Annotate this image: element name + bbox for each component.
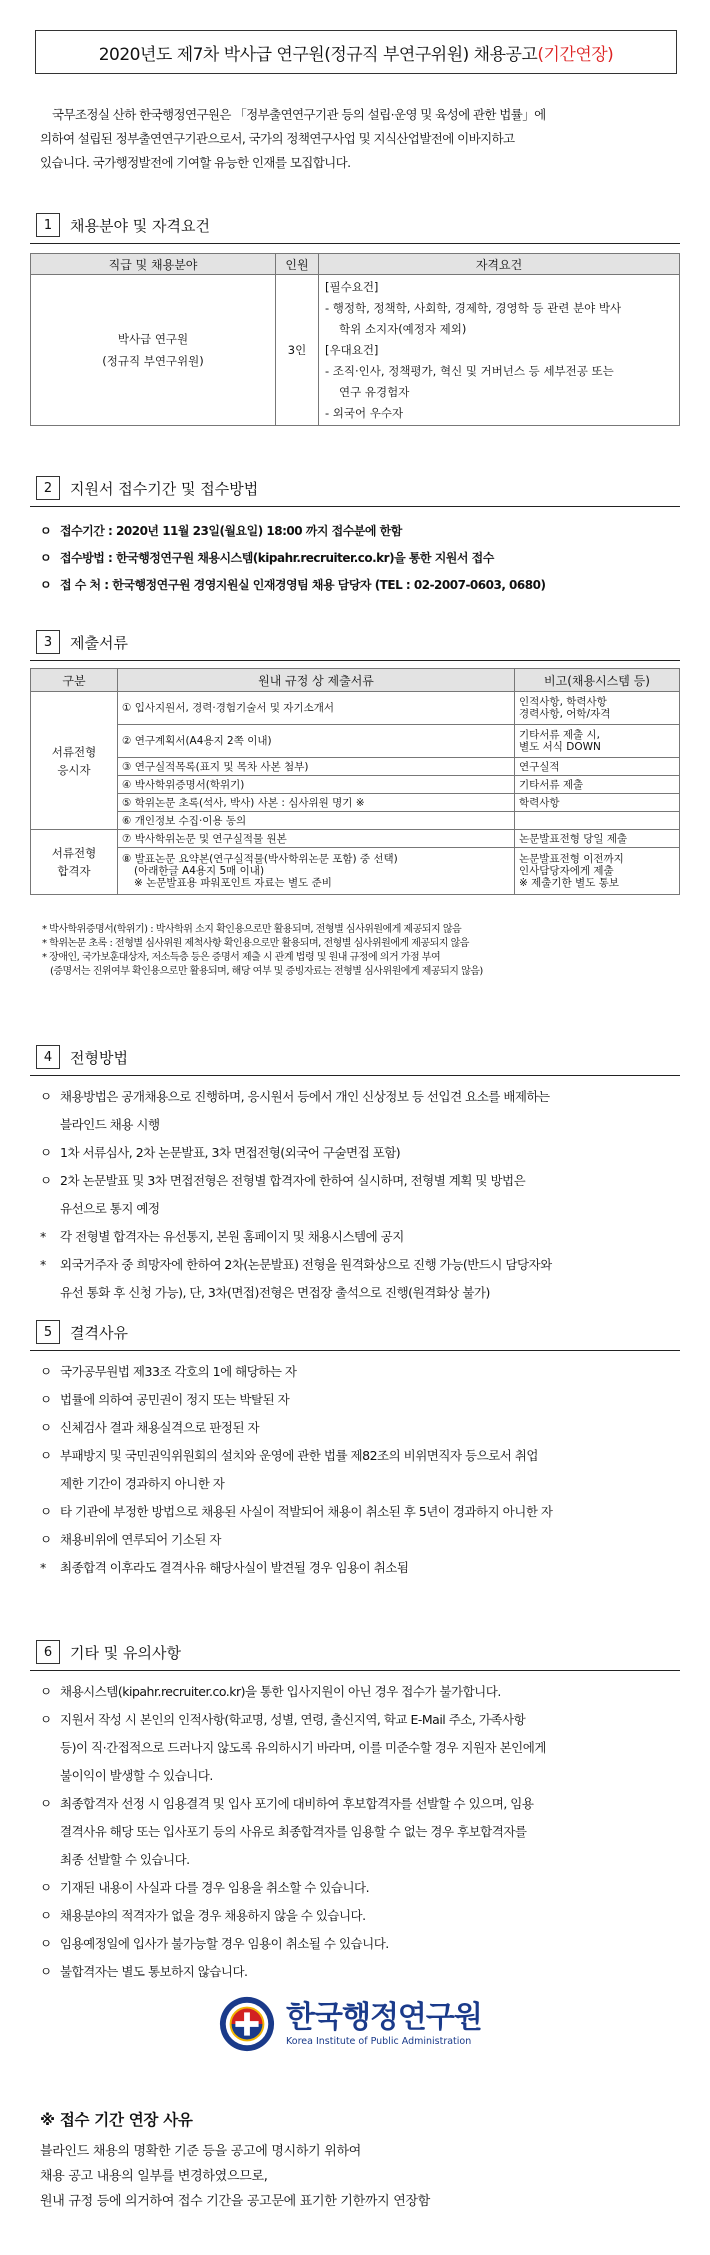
list-item-text: 불합격자는 별도 통보하지 않습니다. <box>60 1964 248 1979</box>
bullet-mark: * <box>40 1229 46 1244</box>
note-line: (증명서는 진위여부 확인용으로만 활용되며, 해당 여부 및 증빙자료는 전형별 심사위원에게 제공되지 않음) <box>50 966 483 977</box>
list-item-text: 제한 기간이 경과하지 아니한 자 <box>60 1476 225 1491</box>
list-item <box>40 1470 670 1498</box>
list-item <box>40 1846 670 1874</box>
section-title: 지원서 접수기간 및 접수방법 <box>70 479 259 498</box>
list-item <box>40 1083 670 1111</box>
section-1-heading <box>36 213 210 237</box>
note-line: ※ 제출기한 별도 통보 <box>519 877 619 889</box>
list-item <box>40 1526 670 1554</box>
bullet-mark: ㅇ <box>40 1089 52 1104</box>
list-item <box>40 1678 670 1706</box>
section-number: 3 <box>36 630 60 654</box>
doc-cell: ① 입사지원서, 경력·경험기술서 및 자기소개서 <box>118 692 515 725</box>
note-cell: 학력사항 <box>515 794 680 812</box>
list-item-text: 임용예정일에 입사가 불가능할 경우 임용이 취소될 수 있습니다. <box>60 1936 389 1951</box>
intro-line: 있습니다. 국가행정발전에 기여할 유능한 인재를 모집합니다. <box>40 155 351 170</box>
bullet-mark: ㅇ <box>40 1936 52 1951</box>
position-subtitle: (정규직 부연구위원) <box>102 354 204 368</box>
section-3-heading <box>36 630 128 654</box>
table-row <box>31 848 680 895</box>
list-item <box>40 1498 670 1526</box>
note-line: 인적사항, 학력사항 <box>519 696 607 708</box>
page-title <box>35 30 677 74</box>
list-item-text: 국가공무원법 제33조 각호의 1에 해당하는 자 <box>60 1364 297 1379</box>
list-item <box>40 1223 670 1251</box>
documents-table <box>30 668 680 895</box>
note-cell: 연구실적 <box>515 758 680 776</box>
section-title: 제출서류 <box>70 633 128 652</box>
list-item <box>40 1930 670 1958</box>
list-item <box>40 1706 670 1734</box>
bullet-mark <box>40 1762 60 1790</box>
note-line: 별도 서식 DOWN <box>519 741 601 753</box>
table-header: 인원 <box>276 254 319 275</box>
table-header: 자격요건 <box>319 254 680 275</box>
bullet-mark: ㅇ <box>40 1908 52 1923</box>
position-cell <box>31 275 276 426</box>
bullet-mark: * <box>40 1257 46 1272</box>
table-row <box>31 758 680 776</box>
list-item <box>40 1790 670 1818</box>
logo-english-text: Korea Institute of Public Administration <box>286 2035 472 2047</box>
section-2-heading <box>36 476 258 500</box>
extension-heading: ※ 접수 기간 연장 사유 <box>40 2111 193 2129</box>
list-item-text: 결격사유 해당 또는 입사포기 등의 사유로 최종합격자를 임용할 수 없는 경우 후보합격자를 <box>60 1824 527 1839</box>
list-item <box>40 1762 670 1790</box>
note-cell: 기타서류 제출 <box>515 776 680 794</box>
list-item <box>40 1195 670 1223</box>
doc-cell: ⑥ 개인정보 수집·이용 동의 <box>118 812 515 830</box>
extension-line: 채용 공고 내용의 일부를 변경하였으므로, <box>40 2169 268 2184</box>
disqualification-list <box>40 1358 670 1582</box>
list-item-text: 불이익이 발생할 수 있습니다. <box>60 1768 213 1783</box>
bullet-mark <box>40 1470 60 1498</box>
bullet-mark: ㅇ <box>40 1532 52 1547</box>
section-number: 4 <box>36 1045 60 1069</box>
table-row <box>31 812 680 830</box>
table-row <box>31 776 680 794</box>
position-title: 박사급 연구원 <box>117 332 189 346</box>
section-title: 기타 및 유의사항 <box>70 1643 181 1662</box>
headcount: 3인 <box>276 275 319 426</box>
list-item-text: 유선으로 통지 예정 <box>60 1201 160 1216</box>
institute-logo <box>218 1995 482 2053</box>
list-item <box>40 1902 670 1930</box>
table-row <box>31 794 680 812</box>
bullet-mark: ㅇ <box>40 1796 52 1811</box>
note-cell <box>515 848 680 895</box>
req-line: 학위 소지자(예정자 제외) <box>339 321 467 336</box>
doc-line: ⑧ 발표논문 요약본(연구실적물(박사학위논문 포함) 중 선택) <box>122 853 398 865</box>
requirements-cell <box>319 275 680 426</box>
note-cell <box>515 725 680 758</box>
doc-cell: ② 연구계획서(A4용지 2쪽 이내) <box>118 725 515 758</box>
table-row <box>31 692 680 725</box>
bullet-mark: * <box>40 1560 46 1575</box>
requirements-table <box>30 253 680 426</box>
bullet-mark <box>40 1818 60 1846</box>
list-item-text: 최종합격 이후라도 결격사유 해당사실이 발견될 경우 임용이 취소됨 <box>60 1560 409 1575</box>
list-item <box>40 1139 670 1167</box>
list-item <box>40 1818 670 1846</box>
list-item-text: 법률에 의하여 공민권이 정지 또는 박탈된 자 <box>60 1392 290 1407</box>
intro-paragraph <box>40 103 680 175</box>
list-item <box>40 1734 670 1762</box>
bullet-mark: ㅇ <box>40 1364 52 1379</box>
extension-line: 블라인드 채용의 명확한 기준 등을 공고에 명시하기 위하여 <box>40 2144 362 2159</box>
intro-line: 국무조정실 산하 한국행정연구원은 「정부출연연구기관 등의 설립·운영 및 육성에 관한 법률」에 <box>52 107 546 122</box>
list-item-text: 신체검사 결과 채용실격으로 판정된 자 <box>60 1420 260 1435</box>
section-title: 결격사유 <box>70 1323 128 1342</box>
list-item-text: 지원서 작성 시 본인의 인적사항(학교명, 성별, 연령, 출신지역, 학교 E-Mail 주소, 가족사항 <box>60 1712 526 1727</box>
group-label: 서류전형 <box>51 744 97 759</box>
bullet-mark <box>40 1195 60 1223</box>
section-4-heading <box>36 1045 128 1069</box>
group-cell <box>31 692 118 830</box>
list-item-text: 유선 통화 후 신청 가능), 단, 3차(면접)전형은 면접장 출석으로 진행(원격화상 불가) <box>60 1285 490 1300</box>
divider <box>30 243 680 244</box>
table-header: 구분 <box>31 669 118 692</box>
bullet-mark: ㅇ <box>40 1684 52 1699</box>
section-5-heading <box>36 1320 128 1344</box>
list-item-text: 최종합격자 선정 시 임용결격 및 입사 포기에 대비하여 후보합격자를 선발할 수 있으며, 임용 <box>60 1796 534 1811</box>
list-item <box>40 1167 670 1195</box>
application-info: ㅇ 접수기간 : 2020년 11월 23일(월요일) 18:00 까지 접수분에 한함 ㅇ 접수방법 : 한국행정연구원 채용시스템(kipahr.recruiter.co.kr)을 통한 지원서 접수 ㅇ 접 수 처 : 한국행정연구원 경영지원실 인재경영팀 채용 담당자 (TEL : 02-2007-0603, 0680) <box>40 518 670 599</box>
list-item <box>40 1414 670 1442</box>
bullet-mark: ㅇ <box>40 1964 52 1979</box>
bullet-mark: ㅇ <box>40 1173 52 1188</box>
notice-list <box>40 1678 670 1986</box>
bullet-mark: ㅇ <box>40 1392 52 1407</box>
bullet-mark <box>40 1734 60 1762</box>
title-text: 2020년도 제7차 박사급 연구원(정규직 부연구위원) 채용공고 <box>98 44 538 65</box>
list-item <box>40 1958 670 1986</box>
bullet-mark <box>40 1279 60 1307</box>
table-row <box>31 725 680 758</box>
doc-line: (아래한글 A4용지 5매 이내) <box>134 865 265 877</box>
selection-process-list <box>40 1083 670 1307</box>
note-line: 경력사항, 어학/자격 <box>519 708 611 720</box>
list-item-text: 채용시스템(kipahr.recruiter.co.kr)을 통한 입사지원이 아닌 경우 접수가 불가합니다. <box>60 1684 501 1699</box>
bullet-mark: ㅇ <box>40 1448 52 1463</box>
list-item <box>40 1442 670 1470</box>
section-title: 채용분야 및 자격요건 <box>70 216 210 235</box>
divider <box>30 1075 680 1076</box>
table-header: 직급 및 채용분야 <box>31 254 276 275</box>
bullet-mark: ㅇ <box>40 1420 52 1435</box>
list-item <box>40 1874 670 1902</box>
bullet-mark <box>40 1111 60 1139</box>
doc-line: ※ 논문발표용 파워포인트 자료는 별도 준비 <box>134 877 332 889</box>
divider <box>30 506 680 507</box>
note-line: 논문발표전형 이전까지 <box>519 853 624 865</box>
list-item-text: 외국거주자 중 희망자에 한하여 2차(논문발표) 전형을 원격화상으로 진행 가능(반드시 담당자와 <box>60 1257 552 1272</box>
req-line: - 외국어 우수자 <box>325 405 404 420</box>
list-item-text: 기재된 내용이 사실과 다를 경우 임용을 취소할 수 있습니다. <box>60 1880 370 1895</box>
note-line: 인사담당자에게 제출 <box>519 865 614 877</box>
application-contact: 접 수 처 : 한국행정연구원 경영지원실 인재경영팀 채용 담당자 (TEL : 02-2007-0603, 0680) <box>60 578 546 592</box>
logo-korean-text: 한국행정연구원 <box>286 1999 482 2035</box>
note-line: 기타서류 제출 시, <box>519 729 601 741</box>
note-cell <box>515 692 680 725</box>
list-item <box>40 1554 670 1582</box>
group-label: 서류전형 <box>51 846 97 860</box>
group-label: 응시자 <box>57 762 91 777</box>
bullet-mark: ㅇ <box>40 1504 52 1519</box>
bullet-mark: ㅇ <box>40 1880 52 1895</box>
list-item-text: 최종 선발할 수 있습니다. <box>60 1852 190 1867</box>
table-header: 비고(채용시스템 등) <box>515 669 680 692</box>
table-row <box>31 830 680 848</box>
note-cell <box>515 812 680 830</box>
list-item <box>40 1386 670 1414</box>
extension-notice <box>40 2108 680 2214</box>
bullet-mark: ㅇ <box>40 1712 52 1727</box>
section-number: 6 <box>36 1640 60 1664</box>
note-line: * 장애인, 국가보훈대상자, 저소득층 등은 증명서 제출 시 관계 법령 및 원내 규정에 의거 가점 부여 <box>42 952 441 963</box>
list-item <box>40 1279 670 1307</box>
doc-cell: ⑤ 학위논문 초록(석사, 박사) 사본 : 심사위원 명기 ※ <box>118 794 515 812</box>
doc-cell: ⑦ 박사학위논문 및 연구실적물 원본 <box>118 830 515 848</box>
section-number: 1 <box>36 213 60 237</box>
section-number: 2 <box>36 476 60 500</box>
divider <box>30 1350 680 1351</box>
extension-line: 원내 규정 등에 의거하여 접수 기간을 공고문에 표기한 기한까지 연장함 <box>40 2194 430 2209</box>
divider <box>30 660 680 661</box>
list-item <box>40 1111 670 1139</box>
documents-notes <box>42 923 672 979</box>
list-item <box>40 1251 670 1279</box>
bullet-mark: ㅇ <box>40 1145 52 1160</box>
note-cell: 논문발표전형 당일 제출 <box>515 830 680 848</box>
list-item-text: 등)이 직·간접적으로 드러나지 않도록 유의하시기 바라며, 이를 미준수할 경우 지원자 본인에게 <box>60 1740 546 1755</box>
section-number: 5 <box>36 1320 60 1344</box>
list-item-text: 타 기관에 부정한 방법으로 채용된 사실이 적발되어 채용이 취소된 후 5년이 경과하지 아니한 자 <box>60 1504 553 1519</box>
group-cell <box>31 830 118 895</box>
list-item-text: 1차 서류심사, 2차 논문발표, 3차 면접전형(외국어 구술면접 포함) <box>60 1145 401 1160</box>
doc-cell <box>118 848 515 895</box>
intro-line: 의하여 설립된 정부출연연구기관으로서, 국가의 정책연구사업 및 지식산업발전에 이바지하고 <box>40 131 515 146</box>
list-item-text: 블라인드 채용 시행 <box>60 1117 160 1132</box>
req-line: [우대요건] <box>325 342 379 357</box>
req-line: [필수요건] <box>325 279 379 294</box>
list-item-text: 2차 논문발표 및 3차 면접전형은 전형별 합격자에 한하여 실시하며, 전형별 계획 및 방법은 <box>60 1173 526 1188</box>
bullet-mark <box>40 1846 60 1874</box>
title-extension-tag: (기간연장) <box>537 44 614 65</box>
list-item-text: 채용비위에 연루되어 기소된 자 <box>60 1532 221 1547</box>
doc-cell: ④ 박사학위증명서(학위기) <box>118 776 515 794</box>
application-method: 접수방법 : 한국행정연구원 채용시스템(kipahr.recruiter.co.kr)을 통한 지원서 접수 <box>60 551 494 565</box>
list-item-text: 각 전형별 합격자는 유선통지, 본원 홈페이지 및 채용시스템에 공지 <box>60 1229 404 1244</box>
list-item-text: 부패방지 및 국민권익위원회의 설치와 운영에 관한 법률 제82조의 비위면직자 등으로서 취업 <box>60 1448 538 1463</box>
req-line: 연구 유경험자 <box>339 384 410 399</box>
institute-emblem-icon <box>218 1995 276 2053</box>
section-6-heading <box>36 1640 181 1664</box>
list-item-text: 채용방법은 공개채용으로 진행하며, 응시원서 등에서 개인 신상정보 등 선입견 요소를 배제하는 <box>60 1089 550 1104</box>
application-period: 접수기간 : 2020년 11월 23일(월요일) 18:00 까지 접수분에 한함 <box>60 524 402 538</box>
req-line: - 행정학, 정책학, 사회학, 경제학, 경영학 등 관련 분야 박사 <box>325 300 622 315</box>
table-header: 원내 규정 상 제출서류 <box>118 669 515 692</box>
list-item-text: 채용분야의 적격자가 없을 경우 채용하지 않을 수 있습니다. <box>60 1908 366 1923</box>
section-title: 전형방법 <box>70 1048 128 1067</box>
group-label: 합격자 <box>57 864 91 878</box>
note-line: * 학위논문 초록 : 전형별 심사위원 제척사항 확인용으로만 활용되며, 전형별 심사위원에게 제공되지 않음 <box>42 938 469 949</box>
req-line: - 조직·인사, 정책평가, 혁신 및 거버넌스 등 세부전공 또는 <box>325 363 614 378</box>
note-line: * 박사학위증명서(학위기) : 박사학위 소지 확인용으로만 활용되며, 전형별 심사위원에게 제공되지 않음 <box>42 924 462 935</box>
list-item <box>40 1358 670 1386</box>
divider <box>30 1670 680 1671</box>
doc-cell: ③ 연구실적목록(표지 및 목차 사본 첨부) <box>118 758 515 776</box>
